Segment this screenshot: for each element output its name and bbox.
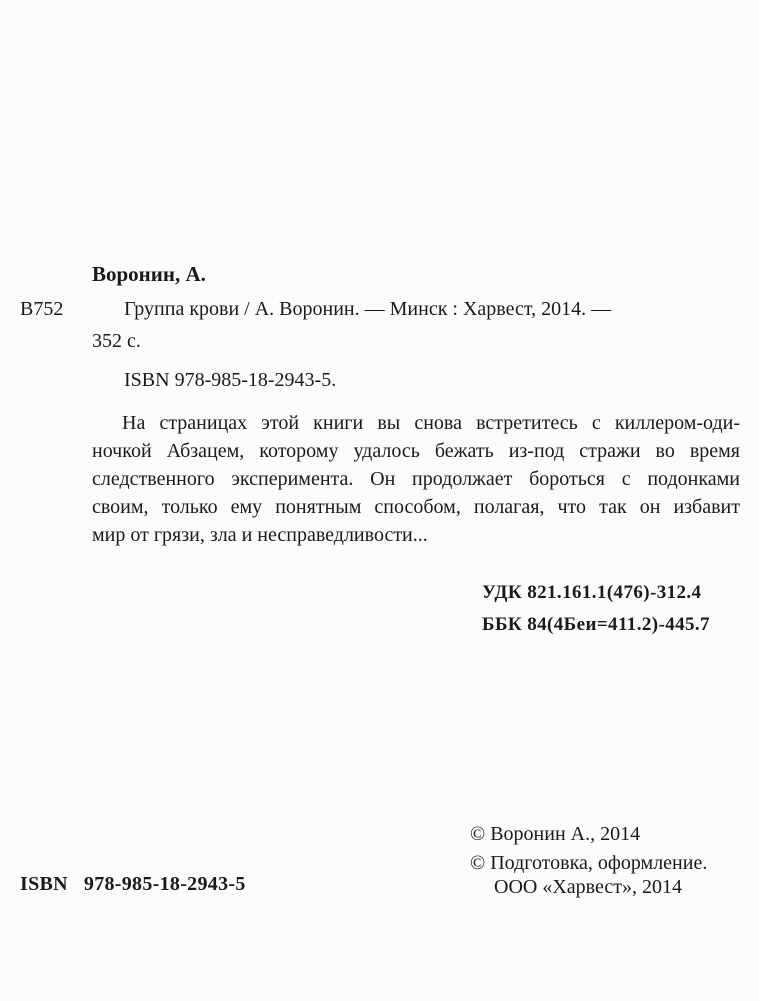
bibliographic-description: Группа крови / А. Воронин. — Минск : Харвест, 2014. — [124, 298, 612, 320]
copyright-author: © Воронин А., 2014 [470, 823, 641, 845]
annotation-line: мир от грязи, зла и несправедливости... [92, 524, 428, 546]
isbn-reference: ISBN 978-985-18-2943-5. [124, 369, 337, 391]
author-heading: Воронин, А. [92, 262, 206, 286]
udk-code: УДК 821.161.1(476)-312.4 [482, 582, 702, 603]
page-count: 352 с. [92, 330, 141, 352]
show-through-watermark [300, 778, 470, 848]
annotation-line: ночкой Абзацем, которому удалось бежать из-под стражи во время [92, 440, 740, 462]
book-annotation [92, 409, 740, 549]
copyright-publisher: ООО «Харвест», 2014 [494, 876, 682, 898]
isbn-label: ISBN [20, 873, 68, 895]
isbn-number: 978-985-18-2943-5 [83, 873, 246, 895]
annotation-line: следственного эксперимента. Он продолжает бороться с подонками [92, 468, 740, 490]
annotation-line: своим, только ему понятным способом, полагая, что так он избавит [92, 496, 740, 518]
bbk-code: ББК 84(4Беи=411.2)-445.7 [482, 614, 710, 635]
isbn-footer [20, 873, 246, 896]
library-code: В752 [20, 298, 64, 320]
copyright-design: © Подготовка, оформление. [470, 852, 708, 874]
annotation-line: На страницах этой книги вы снова встретитесь с киллером-оди- [122, 412, 740, 434]
